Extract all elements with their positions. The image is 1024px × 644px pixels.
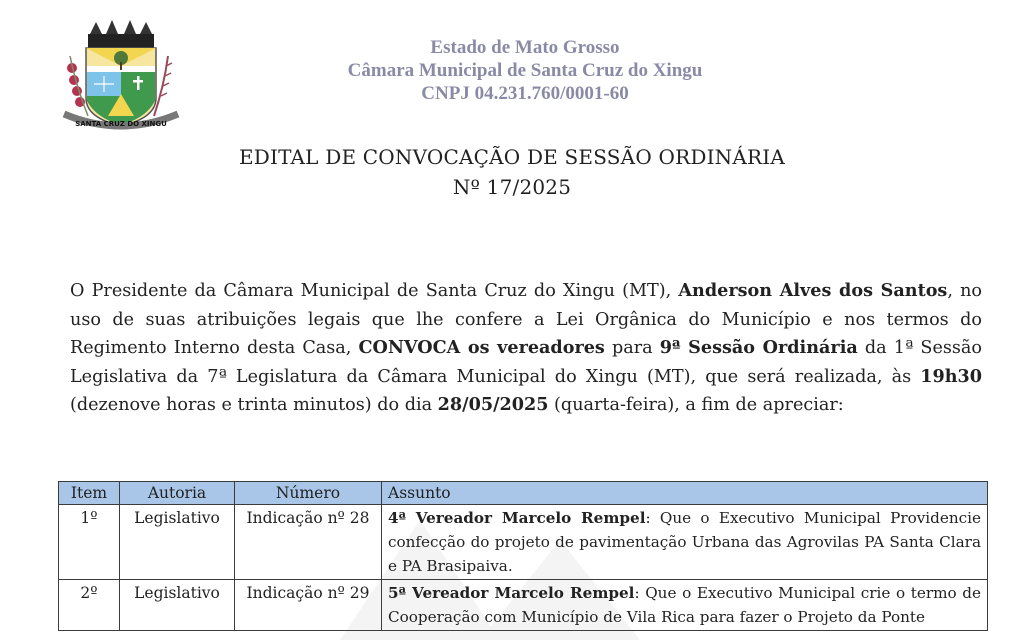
header-assunto: Assunto (382, 482, 988, 505)
table-header-row (59, 482, 988, 505)
text-segment: , no uso de suas atribuições legais que lhe confere a Lei Orgânica do Município e nos termos do Regimento Interno desta Casa, (70, 281, 983, 358)
cell-item: 1º (59, 505, 120, 580)
cell-assunto (382, 505, 988, 580)
assunto-text: : Que o Executivo Municipal Providencie confecção do projeto de pavimentação Urbana das Agrovilas PA Santa Clara e PA Brasipaiva. (388, 509, 982, 575)
text-segment: (quarta-feira), a fim de apreciar: (548, 395, 844, 415)
president-name: Anderson Alves dos Santos (678, 280, 948, 301)
letterhead-cnpj: CNPJ 04.231.760/0001-60 (421, 83, 629, 104)
svg-text:SANTA CRUZ DO XINGU: SANTA CRUZ DO XINGU (75, 120, 167, 128)
letterhead-chamber: Câmara Municipal de Santa Cruz do Xingu (347, 60, 703, 81)
cell-autoria: Legislativo (120, 580, 235, 631)
text-segment: para (604, 338, 660, 358)
text-segment: da 1ª Sessão Legislativa da 7ª Legislatura da Câmara Municipal do Xingu (MT), que será realizada, às (70, 338, 983, 387)
table-row (59, 580, 988, 631)
assunto-text: : Que o Executivo Municipal crie o termo de Cooperação com Município de Vila Rica para fazer o Projeto da Ponte (388, 584, 982, 626)
session-date: 28/05/2025 (437, 394, 549, 415)
header-autoria: Autoria (120, 482, 235, 505)
text-segment: (dezenove horas e trinta minutos) do dia (70, 395, 438, 415)
letterhead-state: Estado de Mato Grosso (430, 37, 620, 58)
text-segment: O Presidente da Câmara Municipal de Santa Cruz do Xingu (MT), (70, 281, 679, 301)
agenda-table (58, 481, 988, 631)
assunto-author: 5ª Vereador Marcelo Rempel (388, 584, 635, 602)
cell-numero: Indicação nº 29 (235, 580, 382, 631)
header-numero: Número (235, 482, 382, 505)
document-number: Nº 17/2025 (452, 175, 572, 199)
document-title (0, 142, 1024, 202)
cell-autoria: Legislativo (120, 505, 235, 580)
coat-of-arms-icon (46, 6, 196, 136)
municipal-crest-logo (46, 6, 196, 136)
document-title-line1: EDITAL DE CONVOCAÇÃO DE SESSÃO ORDINÁRIA (238, 145, 786, 169)
cell-assunto (382, 580, 988, 631)
letterhead (290, 36, 760, 105)
table-row (59, 505, 988, 580)
convocation-paragraph (70, 277, 982, 420)
header-item: Item (59, 482, 120, 505)
session-time: 19h30 (920, 365, 982, 387)
cell-item: 2º (59, 580, 120, 631)
convoca-statement: CONVOCA os vereadores (358, 337, 605, 358)
session-name: 9ª Sessão Ordinária (659, 337, 858, 358)
cell-numero: Indicação nº 28 (235, 505, 382, 580)
assunto-author: 4ª Vereador Marcelo Rempel (388, 509, 646, 527)
